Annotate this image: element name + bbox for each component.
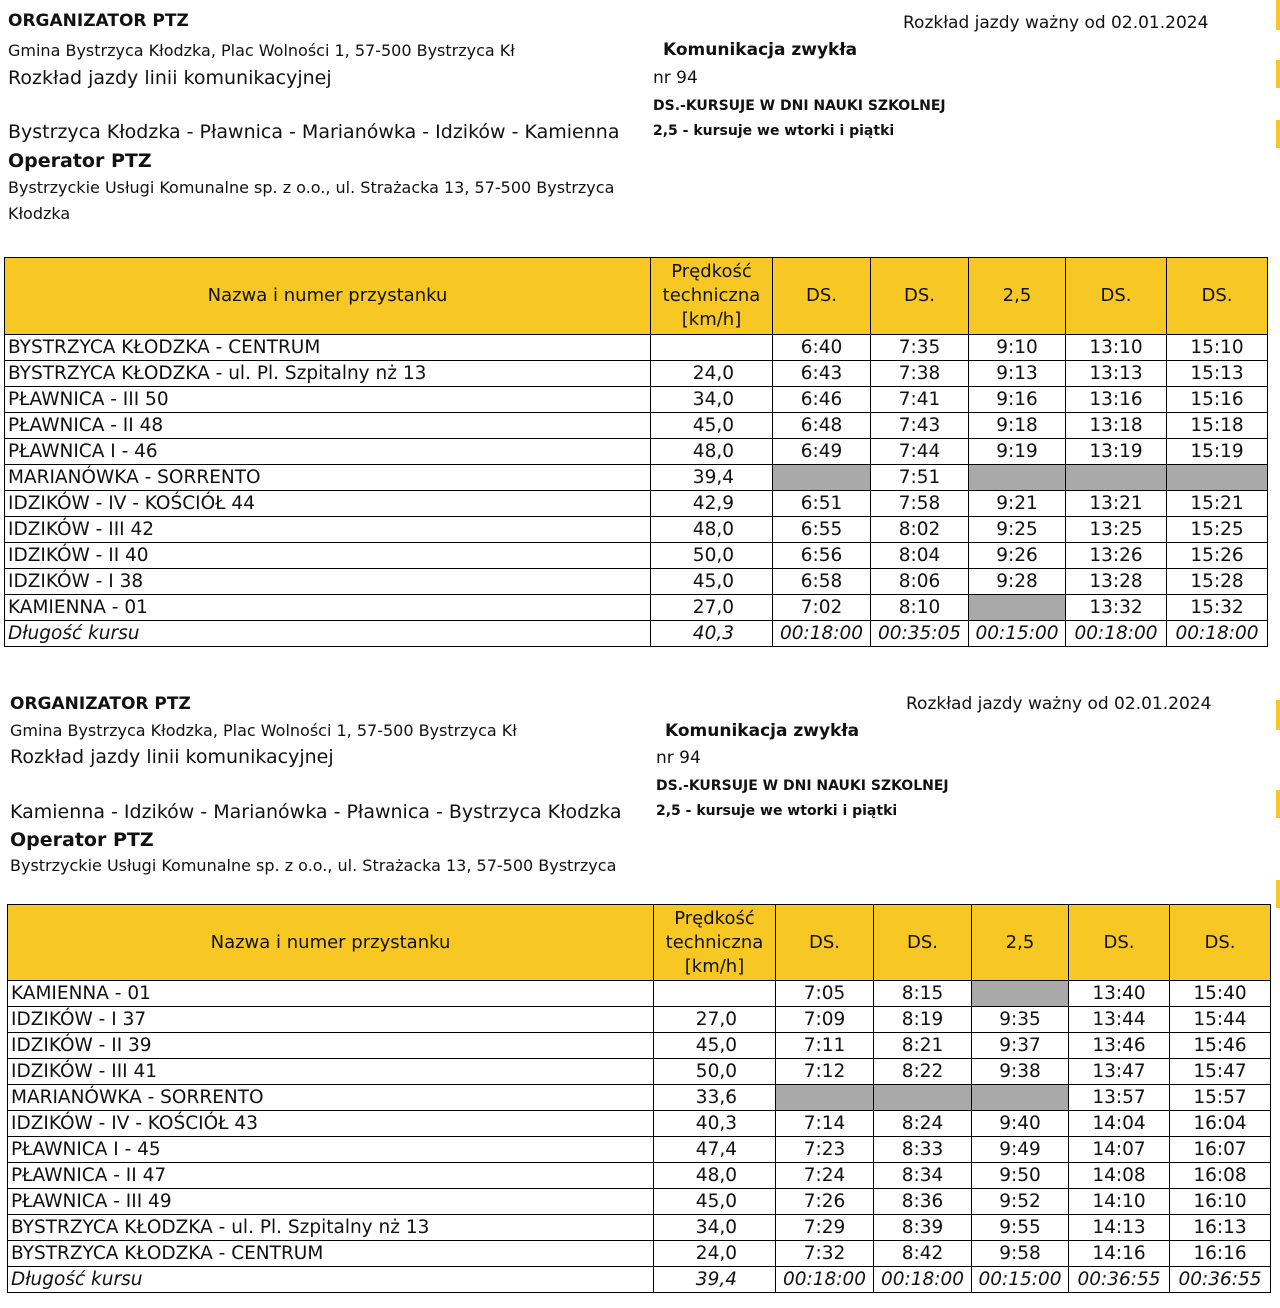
departure-time: 6:40 — [773, 335, 871, 361]
departure-time: 9:13 — [969, 361, 1066, 387]
course-length: 00:18:00 — [874, 1267, 972, 1293]
header-speed-line: techniczna — [662, 285, 761, 306]
note-25: 2,5 - kursuje we wtorki i piątki — [656, 803, 898, 819]
departure-time: 9:19 — [969, 439, 1066, 465]
speed-cell — [654, 981, 776, 1007]
departure-time: 8:33 — [874, 1137, 972, 1163]
organizer-title: ORGANIZATOR PTZ — [8, 11, 189, 31]
departure-time: 8:19 — [874, 1007, 972, 1033]
service-type: Komunikacja zwykła — [665, 721, 860, 741]
departure-time: 13:18 — [1066, 413, 1167, 439]
stop-name: IDZIKÓW - IV - KOŚCIÓŁ 43 — [8, 1111, 654, 1137]
service-type: Komunikacja zwykła — [663, 40, 858, 60]
departure-time: 8:15 — [874, 981, 972, 1007]
stop-name: PŁAWNICA - II 48 — [5, 413, 651, 439]
stop-name: BYSTRZYCA KŁODZKA - CENTRUM — [8, 1241, 654, 1267]
stop-name: PŁAWNICA - III 49 — [8, 1189, 654, 1215]
departure-time: 13:46 — [1069, 1033, 1170, 1059]
table-body — [8, 981, 1271, 1293]
departure-time: 16:13 — [1170, 1215, 1271, 1241]
departure-time: 7:58 — [871, 491, 969, 517]
route-name: Bystrzyca Kłodzka - Pławnica - Marianówka - Idzików - Kamienna — [8, 121, 620, 143]
departure-time: 8:42 — [874, 1241, 972, 1267]
no-service-cell — [972, 981, 1069, 1007]
speed-cell: 48,0 — [654, 1163, 776, 1189]
table-row — [8, 1085, 1271, 1111]
speed-cell: 50,0 — [651, 543, 773, 569]
course-length: 00:35:05 — [871, 621, 969, 647]
stop-name: BYSTRZYCA KŁODZKA - ul. Pl. Szpitalny nż 13 — [8, 1215, 654, 1241]
operator-title: Operator PTZ — [10, 829, 154, 851]
no-service-cell — [874, 1085, 972, 1111]
course-length: 00:36:55 — [1069, 1267, 1170, 1293]
header-course: DS. — [871, 258, 969, 335]
departure-time: 15:19 — [1167, 439, 1268, 465]
departure-time: 9:37 — [972, 1033, 1069, 1059]
speed-cell: 40,3 — [654, 1111, 776, 1137]
table-row — [8, 1007, 1271, 1033]
route-name: Kamienna - Idzików - Marianówka - Pławnica - Bystrzyca Kłodzka — [10, 801, 622, 823]
operator-address-cont: Kłodzka — [8, 204, 71, 223]
departure-time: 13:19 — [1066, 439, 1167, 465]
departure-time: 8:39 — [874, 1215, 972, 1241]
speed-cell: 45,0 — [651, 569, 773, 595]
table-row — [8, 1215, 1271, 1241]
organizer-address: Gmina Bystrzyca Kłodzka, Plac Wolności 1, 57-500 Bystrzyca Kł — [8, 41, 515, 60]
departure-time: 15:46 — [1170, 1033, 1271, 1059]
speed-cell: 45,0 — [654, 1189, 776, 1215]
departure-time: 7:44 — [871, 439, 969, 465]
departure-time: 16:10 — [1170, 1189, 1271, 1215]
stop-name: BYSTRZYCA KŁODZKA - ul. Pl. Szpitalny nż 13 — [5, 361, 651, 387]
departure-time: 15:16 — [1167, 387, 1268, 413]
doc-title: Rozkład jazdy linii komunikacyjnej — [8, 67, 332, 89]
departure-time: 9:55 — [972, 1215, 1069, 1241]
departure-time: 15:18 — [1167, 413, 1268, 439]
table-row — [8, 1163, 1271, 1189]
departure-time: 8:22 — [874, 1059, 972, 1085]
stop-name: IDZIKÓW - IV - KOŚCIÓŁ 44 — [5, 491, 651, 517]
stop-name: IDZIKÓW - II 40 — [5, 543, 651, 569]
departure-time: 8:21 — [874, 1033, 972, 1059]
departure-time: 15:25 — [1167, 517, 1268, 543]
operator-address: Bystrzyckie Usługi Komunalne sp. z o.o., ul. Strażacka 13, 57-500 Bystrzyca — [8, 178, 615, 197]
stop-name: BYSTRZYCA KŁODZKA - CENTRUM — [5, 335, 651, 361]
departure-time: 7:12 — [776, 1059, 874, 1085]
departure-time: 7:41 — [871, 387, 969, 413]
departure-time: 15:21 — [1167, 491, 1268, 517]
departure-time: 9:26 — [969, 543, 1066, 569]
speed-cell: 33,6 — [654, 1085, 776, 1111]
line-number: nr 94 — [656, 748, 701, 768]
departure-time: 7:05 — [776, 981, 874, 1007]
departure-time: 14:16 — [1069, 1241, 1170, 1267]
departure-time: 6:48 — [773, 413, 871, 439]
speed-cell: 47,4 — [654, 1137, 776, 1163]
departure-time: 9:49 — [972, 1137, 1069, 1163]
departure-time: 9:40 — [972, 1111, 1069, 1137]
length-label: Długość kursu — [8, 1267, 654, 1293]
departure-time: 9:50 — [972, 1163, 1069, 1189]
header-course: DS. — [874, 905, 972, 981]
table-row — [8, 1033, 1271, 1059]
table-row — [8, 1137, 1271, 1163]
departure-time: 7:32 — [776, 1241, 874, 1267]
header-stop-name: Nazwa i numer przystanku — [5, 258, 651, 335]
departure-time: 7:43 — [871, 413, 969, 439]
departure-time: 6:49 — [773, 439, 871, 465]
table-row — [8, 1111, 1271, 1137]
departure-time: 9:10 — [969, 335, 1066, 361]
header-speed — [654, 905, 776, 981]
note-25: 2,5 - kursuje we wtorki i piątki — [653, 123, 895, 139]
stop-name: KAMIENNA - 01 — [8, 981, 654, 1007]
stop-name: PŁAWNICA I - 46 — [5, 439, 651, 465]
departure-time: 6:43 — [773, 361, 871, 387]
no-service-cell — [972, 1085, 1069, 1111]
departure-time: 6:46 — [773, 387, 871, 413]
speed-cell: 50,0 — [654, 1059, 776, 1085]
header-course: DS. — [1167, 258, 1268, 335]
operator-title: Operator PTZ — [8, 150, 152, 172]
departure-time: 9:16 — [969, 387, 1066, 413]
valid-from: Rozkład jazdy ważny od 02.01.2024 — [906, 694, 1212, 714]
table-header-row — [8, 905, 1271, 981]
departure-time: 7:24 — [776, 1163, 874, 1189]
stop-name: IDZIKÓW - I 38 — [5, 569, 651, 595]
departure-time: 16:16 — [1170, 1241, 1271, 1267]
header-speed-line: [km/h] — [681, 309, 742, 330]
header-course: DS. — [776, 905, 874, 981]
departure-time: 15:47 — [1170, 1059, 1271, 1085]
speed-cell: 27,0 — [654, 1007, 776, 1033]
departure-time: 7:38 — [871, 361, 969, 387]
departure-time: 9:21 — [969, 491, 1066, 517]
departure-time: 8:10 — [871, 595, 969, 621]
departure-time: 9:28 — [969, 569, 1066, 595]
operator-address: Bystrzyckie Usługi Komunalne sp. z o.o., ul. Strażacka 13, 57-500 Bystrzyca — [10, 856, 617, 875]
stop-name: PŁAWNICA - II 47 — [8, 1163, 654, 1189]
course-length: 00:18:00 — [1066, 621, 1167, 647]
length-label: Długość kursu — [5, 621, 651, 647]
speed-cell: 24,0 — [654, 1241, 776, 1267]
header-speed-line: techniczna — [665, 931, 764, 953]
header-speed-line: Prędkość — [671, 261, 752, 282]
departure-time: 8:06 — [871, 569, 969, 595]
departure-time: 13:32 — [1066, 595, 1167, 621]
header-course: 2,5 — [969, 258, 1066, 335]
departure-time: 15:13 — [1167, 361, 1268, 387]
departure-time: 15:32 — [1167, 595, 1268, 621]
speed-cell: 48,0 — [651, 517, 773, 543]
departure-time: 9:38 — [972, 1059, 1069, 1085]
departure-time: 14:08 — [1069, 1163, 1170, 1189]
departure-time: 6:51 — [773, 491, 871, 517]
departure-time: 13:26 — [1066, 543, 1167, 569]
departure-time: 14:13 — [1069, 1215, 1170, 1241]
departure-time: 15:10 — [1167, 335, 1268, 361]
doc-title: Rozkład jazdy linii komunikacyjnej — [10, 746, 334, 768]
length-speed: 39,4 — [654, 1267, 776, 1293]
course-length: 00:18:00 — [1167, 621, 1268, 647]
departure-time: 6:58 — [773, 569, 871, 595]
timetable — [7, 904, 1271, 1293]
departure-time: 7:29 — [776, 1215, 874, 1241]
departure-time: 7:02 — [773, 595, 871, 621]
speed-cell: 45,0 — [654, 1033, 776, 1059]
table-row — [8, 1189, 1271, 1215]
speed-cell: 34,0 — [654, 1215, 776, 1241]
speed-cell: 39,4 — [651, 465, 773, 491]
departure-time: 15:57 — [1170, 1085, 1271, 1111]
departure-time: 16:04 — [1170, 1111, 1271, 1137]
no-service-cell — [776, 1085, 874, 1111]
note-ds: DS.-KURSUJE W DNI NAUKI SZKOLNEJ — [653, 98, 946, 114]
stop-name: MARIANÓWKA - SORRENTO — [8, 1085, 654, 1111]
departure-time: 6:55 — [773, 517, 871, 543]
length-speed: 40,3 — [651, 621, 773, 647]
header-course: DS. — [773, 258, 871, 335]
stop-name: IDZIKÓW - II 39 — [8, 1033, 654, 1059]
header-course: DS. — [1170, 905, 1271, 981]
course-length: 00:18:00 — [776, 1267, 874, 1293]
departure-time: 15:28 — [1167, 569, 1268, 595]
line-number: nr 94 — [653, 68, 698, 88]
speed-cell: 48,0 — [651, 439, 773, 465]
departure-time: 13:25 — [1066, 517, 1167, 543]
table-row — [8, 1059, 1271, 1085]
table-row — [8, 981, 1271, 1007]
departure-time: 15:26 — [1167, 543, 1268, 569]
table-row — [8, 1241, 1271, 1267]
departure-time: 6:56 — [773, 543, 871, 569]
speed-cell: 34,0 — [651, 387, 773, 413]
departure-time: 13:13 — [1066, 361, 1167, 387]
header-course: DS. — [1069, 905, 1170, 981]
departure-time: 9:35 — [972, 1007, 1069, 1033]
departure-time: 13:44 — [1069, 1007, 1170, 1033]
departure-time: 13:10 — [1066, 335, 1167, 361]
departure-time: 15:40 — [1170, 981, 1271, 1007]
speed-cell: 27,0 — [651, 595, 773, 621]
departure-time: 7:35 — [871, 335, 969, 361]
departure-time: 7:11 — [776, 1033, 874, 1059]
departure-time: 9:25 — [969, 517, 1066, 543]
stop-name: MARIANÓWKA - SORRENTO — [5, 465, 651, 491]
departure-time: 7:26 — [776, 1189, 874, 1215]
departure-time: 13:21 — [1066, 491, 1167, 517]
header-course: DS. — [1066, 258, 1167, 335]
departure-time: 7:51 — [871, 465, 969, 491]
departure-time: 9:18 — [969, 413, 1066, 439]
note-ds: DS.-KURSUJE W DNI NAUKI SZKOLNEJ — [656, 778, 949, 794]
header-speed-line: Prędkość — [674, 907, 755, 929]
stop-name: IDZIKÓW - I 37 — [8, 1007, 654, 1033]
stop-name: IDZIKÓW - III 42 — [5, 517, 651, 543]
header-course: 2,5 — [972, 905, 1069, 981]
organizer-title: ORGANIZATOR PTZ — [10, 694, 191, 714]
departure-time: 7:09 — [776, 1007, 874, 1033]
departure-time: 14:10 — [1069, 1189, 1170, 1215]
departure-time: 8:02 — [871, 517, 969, 543]
course-length: 00:15:00 — [972, 1267, 1069, 1293]
course-length: 00:36:55 — [1170, 1267, 1271, 1293]
departure-time: 8:34 — [874, 1163, 972, 1189]
departure-time: 9:52 — [972, 1189, 1069, 1215]
departure-time: 8:36 — [874, 1189, 972, 1215]
course-length: 00:15:00 — [969, 621, 1066, 647]
departure-time: 13:40 — [1069, 981, 1170, 1007]
header-stop-name: Nazwa i numer przystanku — [8, 905, 654, 981]
departure-time: 13:47 — [1069, 1059, 1170, 1085]
departure-time: 8:04 — [871, 543, 969, 569]
departure-time: 16:07 — [1170, 1137, 1271, 1163]
departure-time: 13:57 — [1069, 1085, 1170, 1111]
course-length: 00:18:00 — [773, 621, 871, 647]
departure-time: 16:08 — [1170, 1163, 1271, 1189]
speed-cell: 24,0 — [651, 361, 773, 387]
departure-time: 14:04 — [1069, 1111, 1170, 1137]
departure-time: 9:58 — [972, 1241, 1069, 1267]
departure-time: 14:07 — [1069, 1137, 1170, 1163]
speed-cell: 45,0 — [651, 413, 773, 439]
departure-time: 15:44 — [1170, 1007, 1271, 1033]
organizer-address: Gmina Bystrzyca Kłodzka, Plac Wolności 1, 57-500 Bystrzyca Kł — [10, 721, 517, 740]
departure-time: 8:24 — [874, 1111, 972, 1137]
departure-time: 13:28 — [1066, 569, 1167, 595]
departure-time: 7:14 — [776, 1111, 874, 1137]
length-row — [8, 1267, 1271, 1293]
valid-from: Rozkład jazdy ważny od 02.01.2024 — [903, 13, 1209, 33]
departure-time: 7:23 — [776, 1137, 874, 1163]
stop-name: PŁAWNICA I - 45 — [8, 1137, 654, 1163]
header-speed-line: [km/h] — [684, 955, 745, 977]
stop-name: IDZIKÓW - III 41 — [8, 1059, 654, 1085]
stop-name: KAMIENNA - 01 — [5, 595, 651, 621]
stop-name: PŁAWNICA - III 50 — [5, 387, 651, 413]
departure-time: 13:16 — [1066, 387, 1167, 413]
speed-cell: 42,9 — [651, 491, 773, 517]
